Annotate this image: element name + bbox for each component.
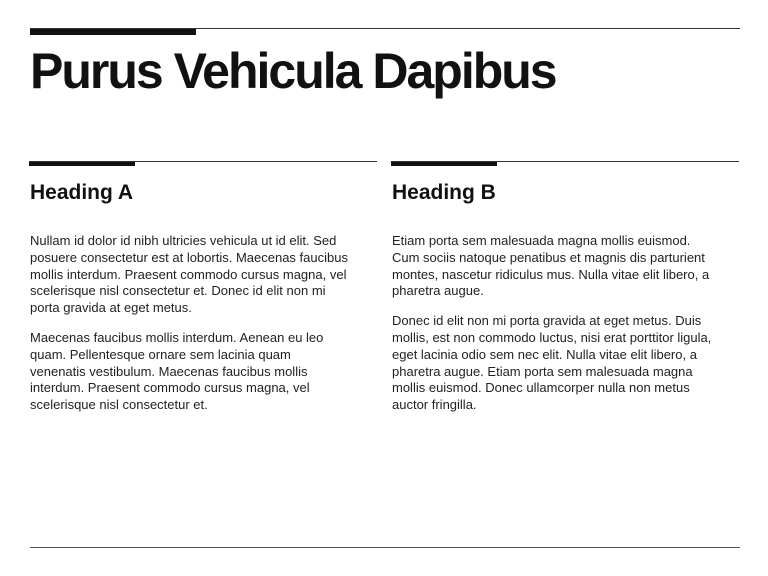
column-body bbox=[392, 233, 712, 427]
top-accent-bar bbox=[30, 29, 196, 35]
body-paragraph: Nullam id dolor id nibh ultricies vehicula ut id elit. Sed posuere consectetur est at lobortis. Maecenas faucibus mollis interdum. Praesent commodo cursus magna, vel scelerisque nisl consectetur et. Donec id elit non mi porta gravida at eget metus. bbox=[30, 233, 348, 316]
bottom-divider bbox=[30, 547, 740, 548]
body-paragraph: Etiam porta sem malesuada magna mollis euismod. Cum sociis natoque penatibus et magnis dis parturient montes, nascetur ridiculus mus. Nulla vitae elit libero, a pharetra augue. bbox=[392, 233, 710, 299]
column-accent-bar bbox=[29, 162, 135, 166]
body-paragraph: Donec id elit non mi porta gravida at eget metus. Duis mollis, est non commodo luctus, nisi erat porttitor ligula, eget lacinia odio sem nec elit. Nulla vitae elit libero, a pharetra augue. Etiam porta sem malesuada magna mollis euismod. Donec ullamcorper nulla non metus auctor fringilla. bbox=[392, 313, 712, 413]
column-heading: Heading B bbox=[392, 181, 496, 204]
column-accent-bar bbox=[391, 162, 497, 166]
column-body bbox=[30, 233, 350, 427]
page-title: Purus Vehicula Dapibus bbox=[30, 43, 556, 99]
body-paragraph: Maecenas faucibus mollis interdum. Aenean eu leo quam. Pellentesque ornare sem lacinia quam venenatis vestibulum. Maecenas faucibus mollis interdum. Praesent commodo cursus magna, vel scelerisque nisl consectetur et. bbox=[30, 329, 324, 413]
column-heading: Heading A bbox=[30, 181, 134, 204]
